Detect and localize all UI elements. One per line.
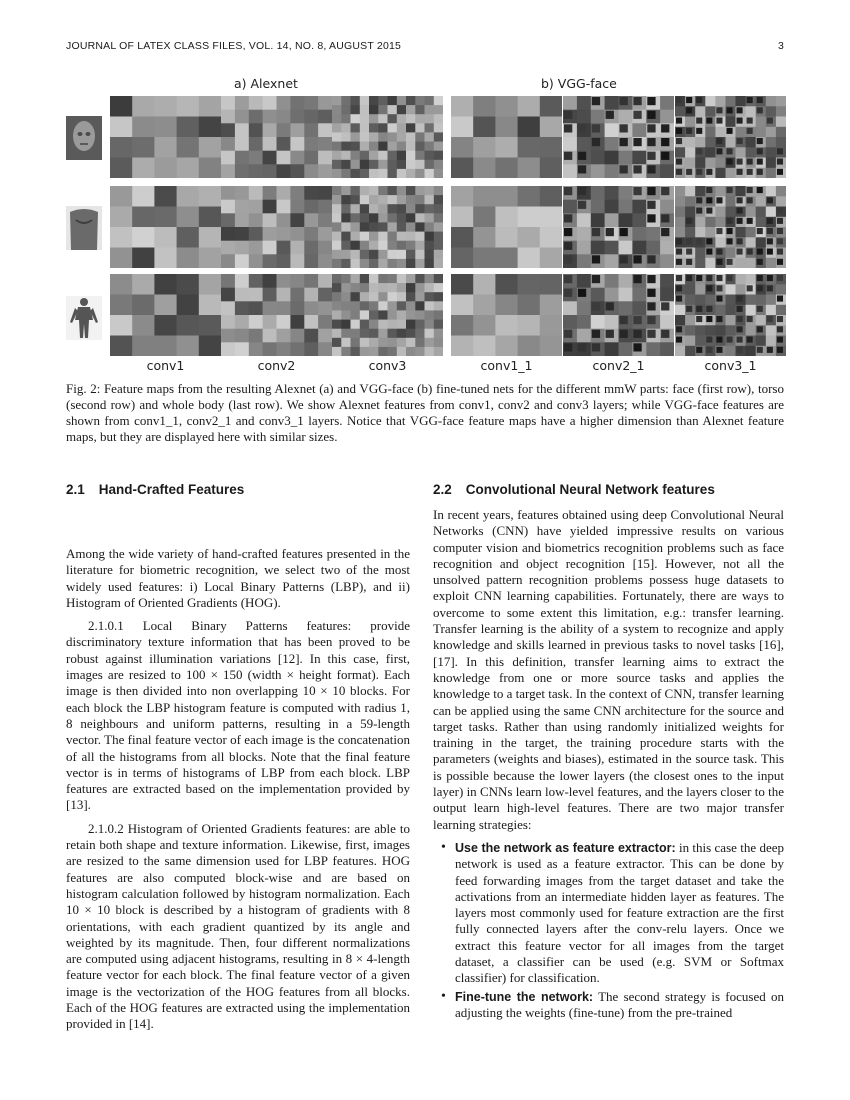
feature-map-torso-conv1: [110, 186, 221, 268]
feature-map-torso-conv2: [221, 186, 332, 268]
feature-map-face-conv3: [332, 96, 443, 178]
feature-map-whole-body-conv3-1: [675, 274, 786, 356]
feature-map-face-conv2: [221, 96, 332, 178]
paragraph-lbp: 2.1.0.1 Local Binary Patterns features: provide discriminatory texture information that has been proved to be robust against illumination variations [12]. In this case, first, images are resized to 100 × 150 (width × height format). Each image is then divided into non overlapping 10 × 10 blocks. For each block the LBP histogram feature is computed with radius 1, 8 neighbours and uniform patterns, resulting in a 59-length vector. The final feature vector of each image is the concatenation of all the histograms from all blocks. Note that the final feature vector is in terms of histograms of LBP from each block. LBP features are extracted based on the implementation provided by [13].: [66, 618, 410, 813]
label-conv2-1: conv2_1: [592, 358, 645, 373]
paragraph: In recent years, features obtained using deep Convolutional Neural Networks (CNN) have yielded impressive results on various computer vision and biometrics recognition problems such as face recognition and object recognition [15]. However, not all the unsolved pattern recognition problems possess huge datasets to exploit CNN learning capabilities. Fortunately, there are ways to overcome to some extent this limitation, e.g.: transfer learning. Transfer learning is the ability of a system to recognize and apply knowledge and skills learned in previous tasks to novel tasks [16], [17]. In this definition, transfer learning aims to extract the knowledge from one or more source tasks and applies the knowledge to a target task. In the context of CNN, transfer learning can be applied using the same CNN architecture for the source and target tasks. Rather than using randomly initialized weights for training in the target, the training procedure starts with the parameters (weights and biases), estimated in the source task. This is possible because the lower layers (the closest ones to the input layer) in CNNs learn low-level features, and the layers closer to the output learn high-level features. There are two major transfer learning strategies:: [433, 507, 785, 832]
list-item-text: The second strategy is focused on adjusting the weights (fine-tune) from the pre-trained: [455, 988, 784, 1020]
section-2-1-heading: [66, 482, 244, 497]
journal-name: JOURNAL OF LATEX CLASS FILES, VOL. 14, NO. 8, AUGUST 2015: [66, 40, 402, 52]
section-title: Hand-Crafted Features: [98, 482, 245, 497]
label-conv3-1: conv3_1: [704, 358, 757, 373]
page-number: 3: [777, 40, 784, 52]
strategy-list: [433, 840, 784, 1021]
paragraph-hog: 2.1.0.2 Histogram of Oriented Gradients features: are able to retain both shape and texture information. Likewise, first, images are resized to the same dimension used for LBP features. HOG features are also computed block-wise and are based on histogram calculation followed by histogram normalization. Each 10 × 10 block is described by a histogram of gradients with 8 orientations, with each gradient quantized by its angle and weighted by its magnitude. Then, four different normalizations are computed using adjacent histograms, resulting in 8 × 4-length feature vector for each block. The final feature vector of a given image is the vectorization of the HOG features from all blocks. Each of the HOG features are extracted using the implementation provided in [14].: [66, 820, 410, 1032]
feature-map-torso-conv3: [332, 186, 443, 268]
list-item-text: in this case the deep network is used as a feature extractor. This can be done by feed forwarding images from the target dataset and take the activations from an intermediate hidden layer as features. The layers most commonly used for feature extraction are the first fully connected layers after the conv-relu layers. Once we extract this feature vector for all images from the target dataset, a classifier can be used (e.g. SVM or Softmax classifier) for classification.: [455, 839, 784, 986]
list-item-title: Use the network as feature extractor:: [455, 840, 676, 855]
list-item: [455, 989, 784, 1022]
feature-map-whole-body-conv1-1: [451, 274, 562, 356]
face-thumbnail: [66, 116, 102, 160]
feature-map-face-conv3-1: [675, 96, 786, 178]
feature-map-whole-body-conv2-1: [563, 274, 674, 356]
label-conv3: conv3: [368, 358, 407, 373]
section-title: Convolutional Neural Network features: [465, 482, 715, 497]
feature-map-whole-body-conv3: [332, 274, 443, 356]
section-2-2-heading: [433, 482, 715, 497]
panel-b-title: b) VGG-face: [541, 76, 617, 91]
whole-body-thumbnail: [66, 296, 102, 340]
section-number: 2.1: [66, 482, 85, 497]
running-header: [66, 40, 784, 52]
list-item-title: Fine-tune the network:: [455, 989, 594, 1004]
paragraph: Among the wide variety of hand-crafted features presented in the literature for biometric recognition, we select two of the most widely used features: i) Local Binary Patterns (LBP), and ii) Histogram of Oriented Gradients (HOG).: [66, 546, 410, 610]
feature-map-torso-conv3-1: [675, 186, 786, 268]
feature-map-face-conv1: [110, 96, 221, 178]
left-column: [66, 546, 410, 1040]
feature-map-face-conv1-1: [451, 96, 562, 178]
feature-map-face-conv2-1: [563, 96, 674, 178]
figure-caption: Fig. 2: Feature maps from the resulting Alexnet (a) and VGG-face (b) fine-tuned nets for the different mmW parts: face (first row), torso (second row) and whole body (last row). We show Alexnet features from conv1, conv2 and conv3 layers; while VGG-face features are shown from conv1_1, conv2_1 and conv3_1 layers. Notice that VGG-face feature maps have a higher dimension than Alexnet feature maps, but they are displayed here with similar sizes.: [66, 381, 784, 444]
right-column: [433, 507, 784, 1023]
list-item: [455, 840, 784, 987]
feature-map-whole-body-conv2: [221, 274, 332, 356]
label-conv1-1: conv1_1: [480, 358, 533, 373]
label-conv1: conv1: [146, 358, 185, 373]
feature-map-torso-conv2-1: [563, 186, 674, 268]
label-conv2: conv2: [257, 358, 296, 373]
section-number: 2.2: [433, 482, 452, 497]
panel-a-title: a) Alexnet: [234, 76, 298, 91]
feature-map-whole-body-conv1: [110, 274, 221, 356]
feature-map-torso-conv1-1: [451, 186, 562, 268]
torso-thumbnail: [66, 206, 102, 250]
